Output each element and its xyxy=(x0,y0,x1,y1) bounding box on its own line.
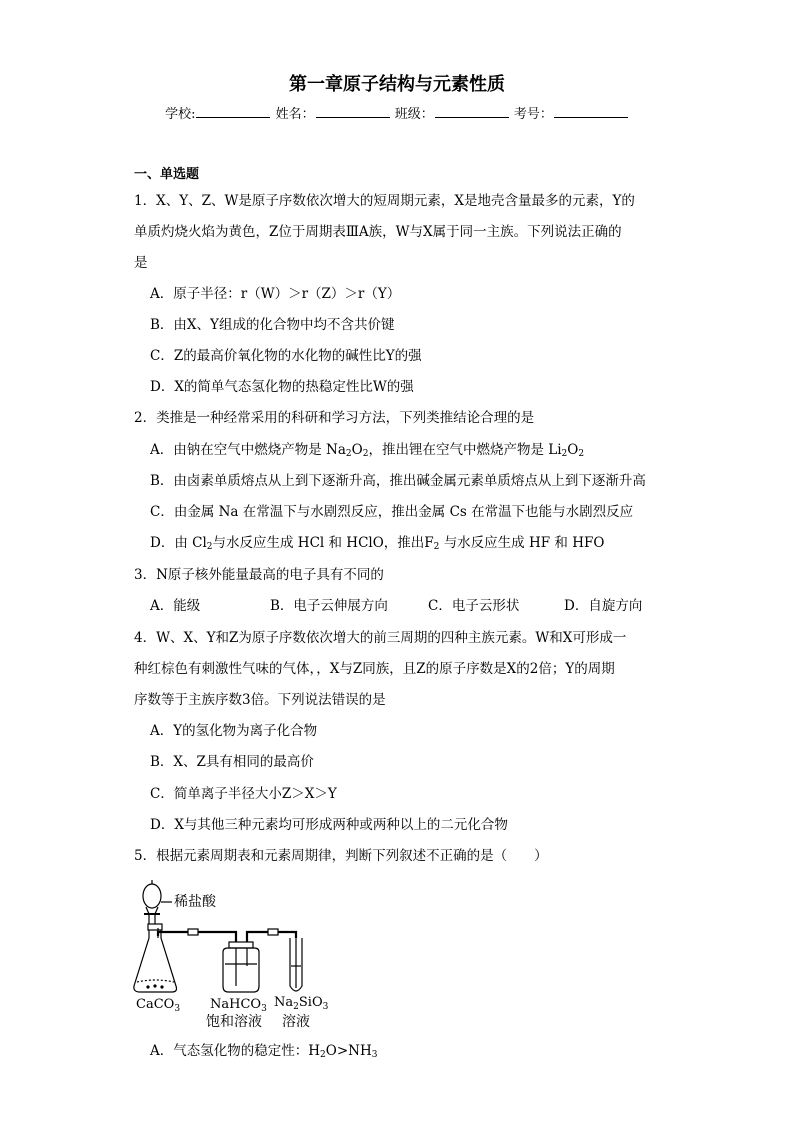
class-blank[interactable] xyxy=(435,103,509,118)
q3-options xyxy=(150,597,642,615)
q2-option-d[interactable]: D．由 $Cl_2$与水反应生成 HCl 和 HClO，推出$F_2$ 与水反应生成 HF 和 HFO xyxy=(150,535,605,552)
exam-no-blank[interactable] xyxy=(554,103,628,118)
q3-option-d[interactable]: D．自旋方向 xyxy=(564,598,643,614)
q3-option-a[interactable]: A．能级 xyxy=(150,598,201,614)
name-label: 姓名： xyxy=(275,107,315,122)
fig-label-solution: 溶液 xyxy=(282,1014,310,1030)
fig-label-nahco3: NaHCO$_3$ xyxy=(210,997,267,1014)
fig-label-saturated-solution: 饱和溶液 xyxy=(206,1014,262,1030)
q3-option-c[interactable]: C．电子云形状 xyxy=(428,598,520,614)
section-heading: 一、单选题 xyxy=(134,167,200,182)
fig-label-dilute-hcl: 稀盐酸 xyxy=(174,894,216,910)
q1-stem-line2: 单质灼烧火焰为黄色，Z位于周期表ⅢA族，W与X属于同一主族。下列说法正确的 xyxy=(134,224,622,240)
q2-option-a[interactable]: A．由钠在空气中燃烧产物是 $Na_2O_2$，推出锂在空气中燃烧产物是 $Li_2O_2$ xyxy=(150,442,585,459)
q4-stem-line1: 4．W、X、Y和Z为原子序数依次增大的前三周期的四种主族元素。W和X可形成一 xyxy=(134,630,627,646)
q2-option-c[interactable]: C．由金属 Na 在常温下与水剧烈反应，推出金属 Cs 在常温下也能与水剧烈反应 xyxy=(150,504,634,520)
q2-option-b[interactable]: B．由卤素单质熔点从上到下逐渐升高，推出碱金属元素单质熔点从上到下逐渐升高 xyxy=(150,473,646,489)
fig-label-caco3: CaCO$_3$ xyxy=(136,997,181,1014)
q1-option-d[interactable]: D．X的简单气态氢化物的热稳定性比W的强 xyxy=(150,379,414,395)
q5-stem: 5．根据元素周期表和元素周期律，判断下列叙述不正确的是（ ） xyxy=(134,848,548,864)
q4-option-a[interactable]: A．Y的氢化物为离子化合物 xyxy=(150,723,318,739)
q3-option-b[interactable]: B．电子云伸展方向 xyxy=(270,598,388,614)
student-info-line xyxy=(0,103,794,122)
q1-option-a[interactable]: A．原子半径：r（W）＞r（Z）＞r（Y） xyxy=(150,286,401,302)
class-label: 班级： xyxy=(394,107,434,122)
school-label: 学校: xyxy=(165,107,196,122)
q1-stem-line1: 1．X、Y、Z、W是原子序数依次增大的短周期元素，X是地壳含量最多的元素，Y的 xyxy=(134,193,635,209)
exam-no-label: 考号： xyxy=(513,107,553,122)
q1-stem-line3: 是 xyxy=(134,255,148,271)
q3-stem: 3．N原子核外能量最高的电子具有不同的 xyxy=(134,567,384,583)
fig-label-na2sio3: $Na_2SiO_3$ xyxy=(274,995,329,1012)
school-blank[interactable] xyxy=(196,103,270,118)
q5-option-a[interactable]: A．气态氢化物的稳定性：$H_2O>NH_3$ xyxy=(150,1043,378,1060)
q4-stem-line2: 种红棕色有刺激性气味的气体，，X与Z同族，且Z的原子序数是X的2倍；Y的周期 xyxy=(134,661,615,677)
q2-stem: 2．类推是一种经常采用的科研和学习方法，下列类推结论合理的是 xyxy=(134,410,535,426)
page-title: 第一章原子结构与元素性质 xyxy=(289,74,505,95)
q1-option-c[interactable]: C．Z的最高价氧化物的水化物的碱性比Y的强 xyxy=(150,348,422,364)
q4-option-c[interactable]: C．简单离子半径大小Z＞X＞Y xyxy=(150,786,337,802)
q4-stem-line3: 序数等于主族序数3倍。下列说法错误的是 xyxy=(134,692,386,708)
name-blank[interactable] xyxy=(316,103,390,118)
q1-option-b[interactable]: B．由X、Y组成的化合物中均不含共价键 xyxy=(150,317,395,333)
q4-option-b[interactable]: B．X、Z具有相同的最高价 xyxy=(150,754,314,770)
q5-apparatus-figure xyxy=(128,874,338,1034)
q4-option-d[interactable]: D．X与其他三种元素均可形成两种或两种以上的二元化合物 xyxy=(150,817,508,833)
